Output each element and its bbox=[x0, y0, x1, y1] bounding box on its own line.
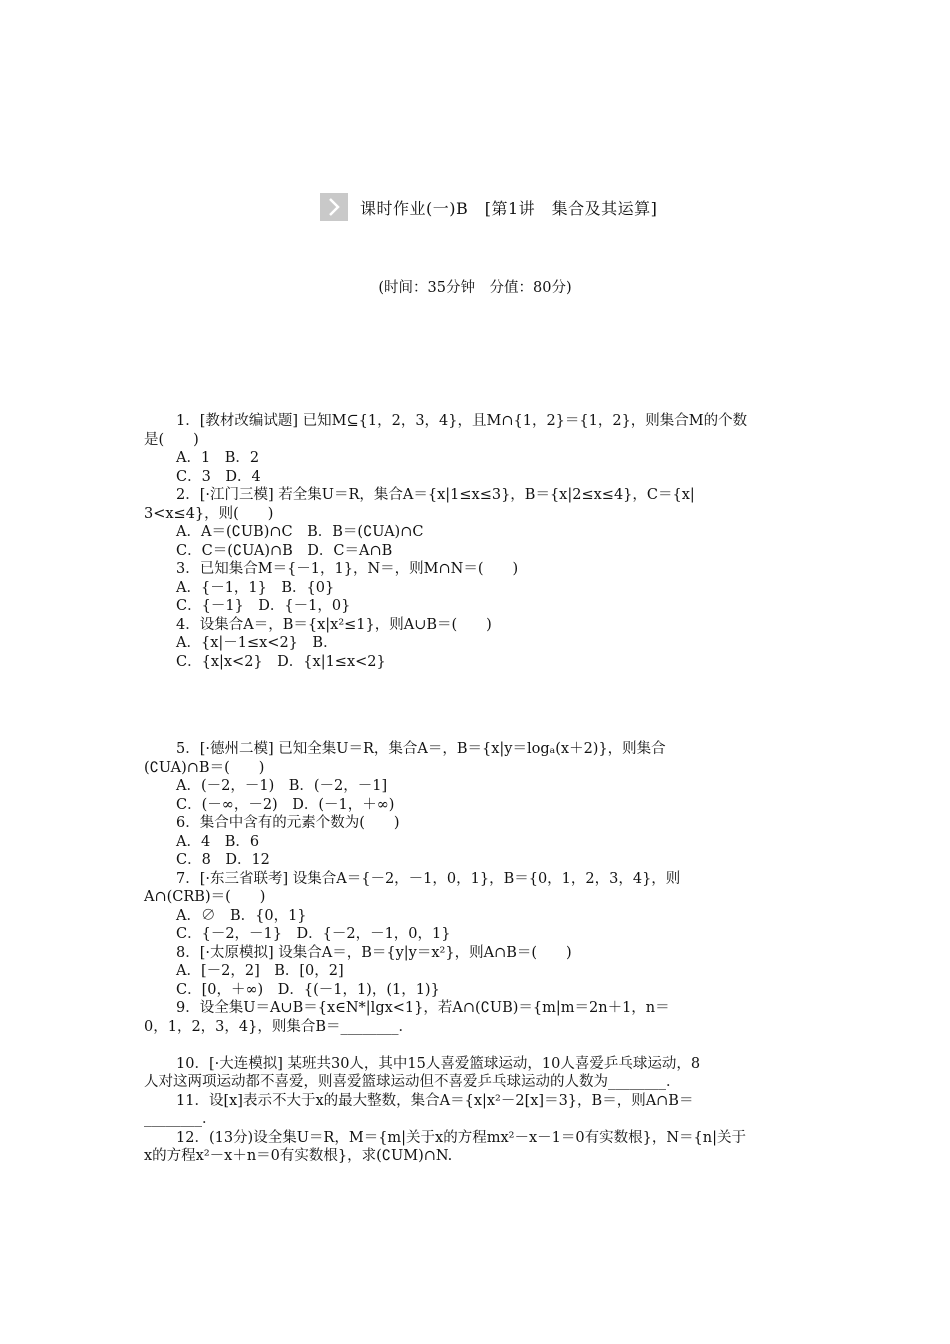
questions-block-2 bbox=[144, 740, 806, 1166]
text-line: 8．[·太原模拟] 设集合A＝，B＝{y|y＝x²}，则A∩B＝( ) bbox=[176, 944, 572, 961]
page-title: 课时作业(一)B [第1讲 集合及其运算] bbox=[360, 198, 658, 218]
text-line: C．3 D．4 bbox=[176, 468, 261, 485]
text-line: 1．[教材改编试题] 已知M⊆{1，2，3，4}，且M∩{1，2}＝{1，2}，则集合M的个数 bbox=[176, 413, 748, 429]
page-header bbox=[320, 192, 657, 222]
text-line: A．A＝(∁UB)∩C B．B＝(∁UA)∩C bbox=[176, 524, 424, 540]
text-line: C．C＝(∁UA)∩B D．C＝A∩B bbox=[176, 542, 393, 559]
text-line: A．4 B．6 bbox=[176, 833, 260, 850]
text-line: 12．(13分)设全集U＝R，M＝{m|关于x的方程mx²－x－1＝0有实数根}，N＝{n|关于 bbox=[176, 1129, 746, 1146]
text-line: 0，1，2，3，4}，则集合B＝________． bbox=[144, 1018, 414, 1035]
text-line: 3．已知集合M＝{－1，1}，N＝，则M∩N＝( ) bbox=[176, 561, 519, 577]
text-line: x的方程x²－x＋n＝0有实数根}，求(∁UM)∩N. bbox=[144, 1148, 453, 1164]
text-line: C．{－2，－1} D．{－2，－1，0，1} bbox=[176, 926, 451, 942]
text-line: ________． bbox=[144, 1111, 217, 1127]
text-line: A．∅ B．{0，1} bbox=[176, 907, 307, 924]
text-line bbox=[144, 1036, 806, 1055]
text-line: 11．设[x]表示不大于x的最大整数，集合A＝{x|x²－2[x]＝3}，B＝，则A∩B＝ bbox=[176, 1092, 694, 1109]
text-line: 是( ) bbox=[144, 431, 199, 448]
text-line: C．8 D．12 bbox=[176, 852, 270, 868]
text-line: C．(－∞，－2) D．(－1，＋∞) bbox=[176, 796, 395, 813]
text-line: 人对这两项运动都不喜爱，则喜爱篮球运动但不喜爱乒乓球运动的人数为________． bbox=[144, 1074, 681, 1090]
questions-block-1 bbox=[144, 412, 806, 671]
page-subtitle: (时间：35分钟 分值：80分) bbox=[378, 280, 572, 296]
text-line: 2．[·江门三模] 若全集U＝R，集合A＝{x|1≤x≤3}，B＝{x|2≤x≤4}，C＝{x| bbox=[176, 487, 695, 503]
text-line: A．1 B．2 bbox=[176, 450, 260, 466]
text-line: 4．设集合A＝，B＝{x|x²≤1}，则A∪B＝( ) bbox=[176, 616, 492, 633]
text-line: 3<x≤4}，则( ) bbox=[144, 505, 274, 522]
chevron-right-icon bbox=[320, 193, 348, 221]
text-line: 5．[·德州二模] 已知全集U＝R，集合A＝，B＝{x|y＝logₐ(x＋2)}，则集合 bbox=[176, 741, 666, 757]
text-line: A．[－2，2] B．[0，2] bbox=[176, 963, 344, 979]
text-line: (∁UA)∩B＝( ) bbox=[144, 759, 265, 776]
text-line: 9．设全集U＝A∪B＝{x∈N*|lgx<1}，若A∩(∁UB)＝{m|m＝2n＋1，n＝ bbox=[176, 1000, 670, 1016]
text-line: C．{－1} D．{－1，0} bbox=[176, 598, 351, 614]
text-line: C．{x|x<2} D．{x|1≤x<2} bbox=[176, 653, 386, 670]
text-line: 6．集合中含有的元素个数为( ) bbox=[176, 815, 400, 831]
text-line: 10．[·大连模拟] 某班共30人，其中15人喜爱篮球运动，10人喜爱乒乓球运动，8 bbox=[176, 1055, 701, 1072]
text-line: A．(－2，－1) B．(－2，－1] bbox=[176, 778, 388, 794]
text-line: A∩(CRB)＝( ) bbox=[144, 889, 266, 905]
text-line: 7．[·东三省联考] 设集合A＝{－2，－1，0，1}，B＝{0，1，2，3，4}，则 bbox=[176, 870, 681, 887]
text-line: A．{x|－1≤x<2} B． bbox=[176, 635, 338, 651]
text-line: A．{－1，1} B．{0} bbox=[176, 579, 335, 596]
text-line: C．[0，＋∞) D．{(－1，1)，(1，1)} bbox=[176, 981, 440, 998]
